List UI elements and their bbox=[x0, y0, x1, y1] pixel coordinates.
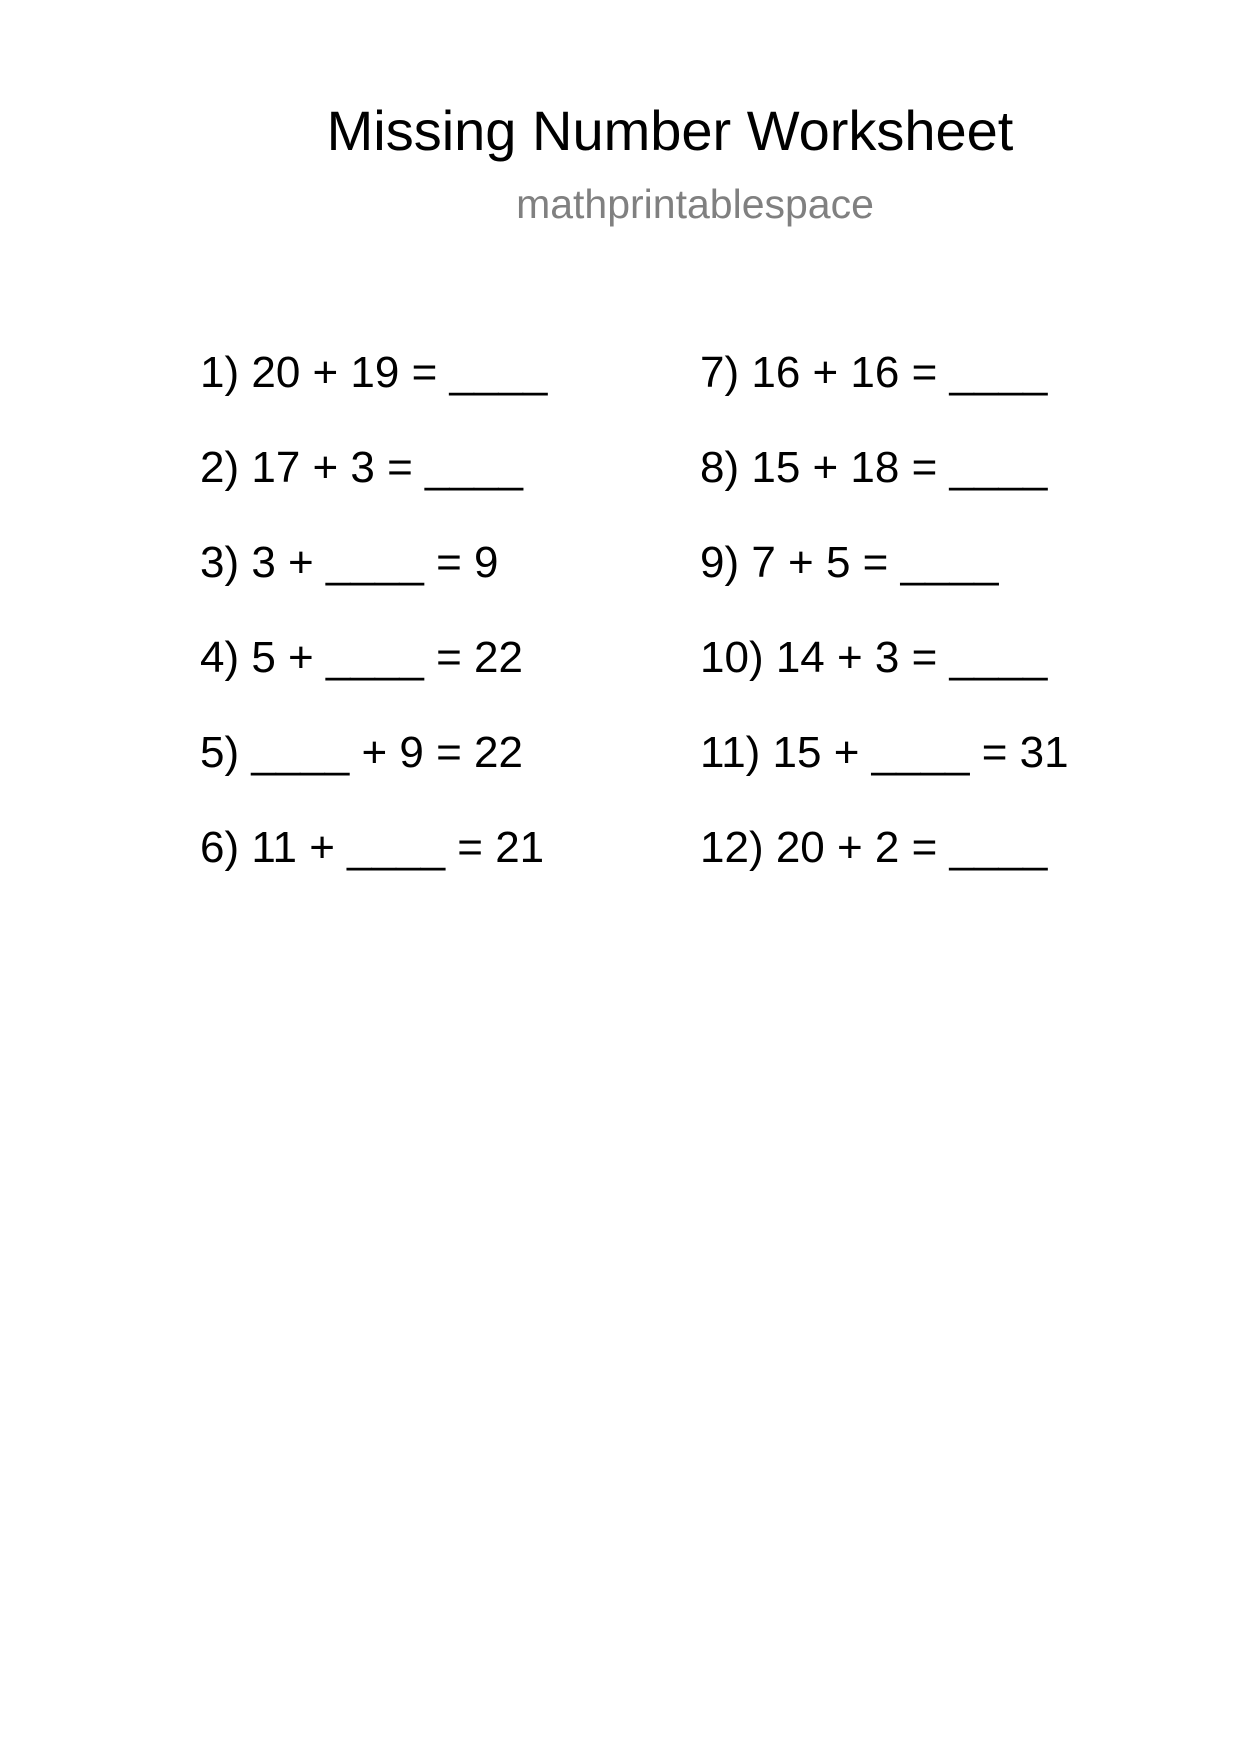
problems-right-column bbox=[700, 345, 1069, 915]
worksheet-subtitle: mathprintablespace bbox=[516, 181, 874, 227]
problem-10: 10) 14 + 3 = ____ bbox=[700, 633, 1048, 682]
problem-9: 9) 7 + 5 = ____ bbox=[700, 538, 999, 587]
problem-1: 1) 20 + 19 = ____ bbox=[200, 348, 548, 397]
problem-12: 12) 20 + 2 = ____ bbox=[700, 823, 1048, 872]
problem-3: 3) 3 + ____ = 9 bbox=[200, 538, 499, 587]
worksheet-title: Missing Number Worksheet bbox=[326, 99, 1014, 162]
problem-7: 7) 16 + 16 = ____ bbox=[700, 348, 1048, 397]
problem-4: 4) 5 + ____ = 22 bbox=[200, 633, 523, 682]
problems-left-column bbox=[200, 345, 547, 915]
problem-8: 8) 15 + 18 = ____ bbox=[700, 443, 1048, 492]
problem-11: 11) 15 + ____ = 31 bbox=[700, 728, 1069, 777]
problem-6: 6) 11 + ____ = 21 bbox=[200, 823, 545, 872]
problem-2: 2) 17 + 3 = ____ bbox=[200, 443, 523, 492]
problem-5: 5) ____ + 9 = 22 bbox=[200, 728, 523, 777]
